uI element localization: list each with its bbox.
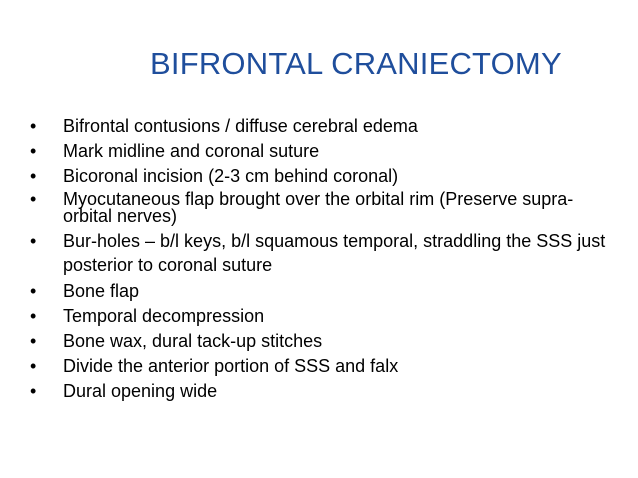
bullet-text: Myocutaneous flap brought over the orbital rim (Preserve supra-orbital nerves)	[63, 189, 574, 226]
bullet-icon: •	[30, 356, 37, 376]
bullet-icon: •	[30, 231, 37, 251]
bullet-text: Bone wax, dural tack-up stitches	[63, 331, 323, 351]
slide-title: BIFRONTAL CRANIECTOMY	[150, 46, 562, 81]
list-item	[28, 229, 608, 277]
list-item	[28, 356, 608, 377]
list-item	[28, 281, 608, 302]
bullet-text: Mark midline and coronal suture	[63, 141, 320, 161]
bullet-icon: •	[30, 141, 37, 161]
bullet-icon: •	[30, 306, 37, 326]
bullet-icon: •	[30, 381, 37, 401]
bullet-list	[28, 116, 608, 406]
list-item	[28, 191, 608, 225]
list-item	[28, 306, 608, 327]
bullet-icon: •	[30, 166, 37, 186]
list-item	[28, 116, 608, 137]
bullet-text: Bur-holes – b/l keys, b/l squamous temporal, straddling the SSS just posterior to coronal suture	[63, 231, 606, 275]
bullet-text: Bifrontal contusions / diffuse cerebral edema	[63, 116, 418, 136]
bullet-text: Bicoronal incision (2-3 cm behind coronal)	[63, 166, 399, 186]
list-item	[28, 166, 608, 187]
bullet-text: Divide the anterior portion of SSS and falx	[63, 356, 399, 376]
bullet-text: Temporal decompression	[63, 306, 265, 326]
bullet-text: Dural opening wide	[63, 381, 218, 401]
list-item	[28, 381, 608, 402]
bullet-icon: •	[30, 189, 37, 209]
bullet-icon: •	[30, 116, 37, 136]
list-item	[28, 141, 608, 162]
bullet-text: Bone flap	[63, 281, 140, 301]
bullet-icon: •	[30, 331, 37, 351]
bullet-icon: •	[30, 281, 37, 301]
list-item	[28, 331, 608, 352]
